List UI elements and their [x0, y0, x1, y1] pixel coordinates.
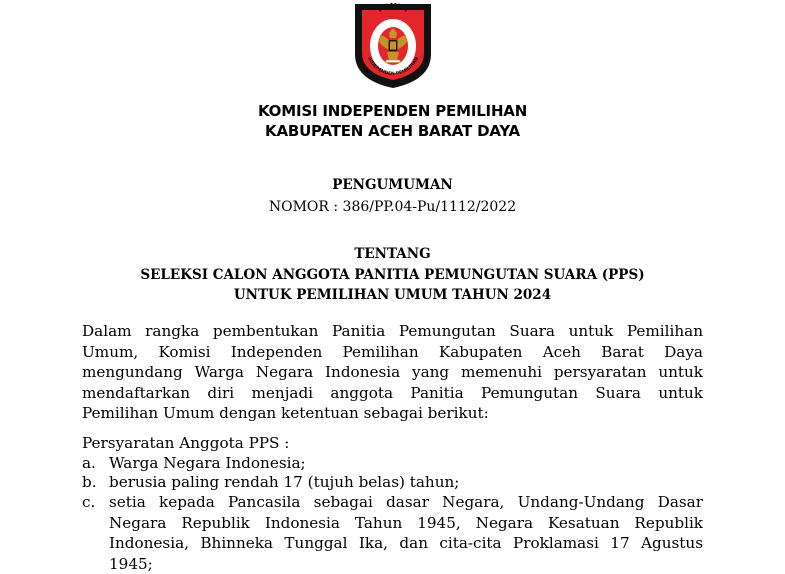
kip-logo-emblem-icon	[352, 2, 434, 89]
intro-line: mengundang Warga Negara Indonesia yang memenuhi persyaratan untuk	[82, 362, 703, 383]
item-line: Indonesia, Bhinneka Tunggal Ika, dan cita-cita Proklamasi 17 Agustus	[109, 533, 703, 554]
item-marker: c.	[82, 492, 108, 513]
item-marker: a.	[82, 453, 108, 474]
item-line: Warga Negara Indonesia;	[109, 453, 703, 474]
intro-line: mendaftarkan diri menjadi anggota Panitia Pemungutan Suara untuk	[82, 383, 703, 404]
intro-paragraph	[82, 321, 703, 424]
subject-line1: TENTANG	[0, 244, 785, 264]
subject-line3: UNTUK PEMILIHAN UMUM TAHUN 2024	[0, 285, 785, 305]
intro-line: Dalam rangka pembentukan Panitia Pemungutan Suara untuk Pemilihan	[82, 321, 703, 342]
org-name-line1: KOMISI INDEPENDEN PEMILIHAN	[0, 101, 785, 121]
item-line: berusia paling rendah 17 (tujuh belas) tahun;	[109, 472, 703, 493]
item-line: 1945;	[109, 554, 703, 574]
item-line: setia kepada Pancasila sebagai dasar Negara, Undang-Undang Dasar	[109, 492, 703, 513]
intro-line: Pemilihan Umum dengan ketentuan sebagai berikut:	[82, 403, 703, 424]
announcement-number: NOMOR : 386/PP.04-Pu/1112/2022	[0, 197, 785, 217]
item-line: Negara Republik Indonesia Tahun 1945, Negara Kesatuan Republik	[109, 513, 703, 534]
announcement-title: PENGUMUMAN	[0, 175, 785, 195]
intro-line: Umum, Komisi Independen Pemilihan Kabupaten Aceh Barat Daya	[82, 342, 703, 363]
requirements-heading: Persyaratan Anggota PPS :	[82, 433, 703, 454]
logo-top-text: KOMISI	[377, 2, 410, 14]
subject-line2: SELEKSI CALON ANGGOTA PANITIA PEMUNGUTAN SUARA (PPS)	[0, 265, 785, 285]
logo-bottom-text: INDEPENDEN PEMILIHAN	[366, 56, 420, 77]
org-name-line2: KABUPATEN ACEH BARAT DAYA	[0, 121, 785, 141]
item-marker: b.	[82, 472, 108, 493]
